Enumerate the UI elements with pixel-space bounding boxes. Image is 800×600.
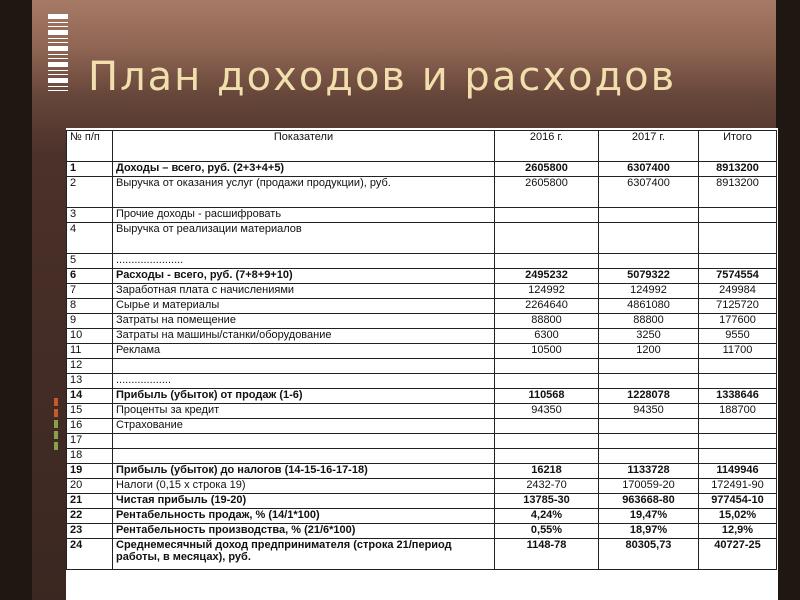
row-2017-cell: 1200 — [599, 344, 699, 359]
row-label-cell — [113, 359, 495, 374]
row-total-cell: 11700 — [699, 344, 777, 359]
table-row — [67, 177, 777, 208]
table-row — [67, 524, 777, 539]
row-2017-cell: 1133728 — [599, 464, 699, 479]
row-number-cell: 3 — [67, 208, 113, 223]
row-2017-cell: 3250 — [599, 329, 699, 344]
row-2016-cell: 6300 — [495, 329, 599, 344]
row-total-cell: 8913200 — [699, 177, 777, 208]
row-2017-cell: 6307400 — [599, 177, 699, 208]
row-total-cell: 9550 — [699, 329, 777, 344]
row-label-cell: Затраты на помещение — [113, 314, 495, 329]
row-number-cell: 2 — [67, 177, 113, 208]
row-total-cell — [699, 223, 777, 254]
row-total-cell: 172491-90 — [699, 479, 777, 494]
table-row — [67, 479, 777, 494]
row-label-cell: Сырье и материалы — [113, 299, 495, 314]
row-2017-cell: 19,47% — [599, 509, 699, 524]
table-row — [67, 404, 777, 419]
table-row — [67, 464, 777, 479]
row-2017-cell — [599, 254, 699, 269]
table-row — [67, 269, 777, 284]
slide-title: План доходов и расходов — [88, 54, 677, 100]
row-label-cell: Выручка от реализации материалов — [113, 223, 495, 254]
header-2016: 2016 г. — [495, 131, 599, 162]
row-label-cell: .................. — [113, 374, 495, 389]
table-row — [67, 494, 777, 509]
row-number-cell: 15 — [67, 404, 113, 419]
row-total-cell — [699, 254, 777, 269]
row-number-cell: 20 — [67, 479, 113, 494]
row-2017-cell: 6307400 — [599, 162, 699, 177]
row-number-cell: 24 — [67, 539, 113, 570]
table-row — [67, 419, 777, 434]
header-number: № п/п — [67, 131, 113, 162]
table-row — [67, 434, 777, 449]
table-row — [67, 299, 777, 314]
row-number-cell: 10 — [67, 329, 113, 344]
row-2017-cell — [599, 374, 699, 389]
table-row — [67, 329, 777, 344]
row-number-cell: 21 — [67, 494, 113, 509]
row-number-cell: 1 — [67, 162, 113, 177]
row-label-cell: Прибыль (убыток) до налогов (14-15-16-17-18) — [113, 464, 495, 479]
row-2017-cell — [599, 208, 699, 223]
row-total-cell — [699, 449, 777, 464]
row-number-cell: 9 — [67, 314, 113, 329]
row-total-cell: 188700 — [699, 404, 777, 419]
row-2017-cell: 1228078 — [599, 389, 699, 404]
row-2016-cell: 110568 — [495, 389, 599, 404]
row-number-cell: 7 — [67, 284, 113, 299]
row-label-cell: Чистая прибыль (19-20) — [113, 494, 495, 509]
row-2016-cell — [495, 359, 599, 374]
table-body — [67, 162, 777, 570]
row-2016-cell — [495, 374, 599, 389]
table-row — [67, 254, 777, 269]
row-number-cell: 4 — [67, 223, 113, 254]
row-total-cell: 1338646 — [699, 389, 777, 404]
row-label-cell: Проценты за кредит — [113, 404, 495, 419]
row-2016-cell: 1148-78 — [495, 539, 599, 570]
row-2017-cell — [599, 434, 699, 449]
row-2016-cell: 2432-70 — [495, 479, 599, 494]
row-2016-cell: 2605800 — [495, 162, 599, 177]
row-number-cell: 8 — [67, 299, 113, 314]
header-2017: 2017 г. — [599, 131, 699, 162]
row-2017-cell: 18,97% — [599, 524, 699, 539]
row-label-cell — [113, 434, 495, 449]
slide-side-decoration — [54, 398, 58, 450]
row-total-cell: 8913200 — [699, 162, 777, 177]
row-label-cell: ...................... — [113, 254, 495, 269]
table-row — [67, 539, 777, 570]
row-2017-cell: 4861080 — [599, 299, 699, 314]
row-total-cell: 40727-25 — [699, 539, 777, 570]
table-row — [67, 162, 777, 177]
table-row — [67, 208, 777, 223]
row-2017-cell: 80305,73 — [599, 539, 699, 570]
row-2017-cell: 170059-20 — [599, 479, 699, 494]
row-number-cell: 18 — [67, 449, 113, 464]
table-row — [67, 314, 777, 329]
row-total-cell: 7574554 — [699, 269, 777, 284]
row-2017-cell: 124992 — [599, 284, 699, 299]
row-2016-cell — [495, 434, 599, 449]
header-total: Итого — [699, 131, 777, 162]
table-row — [67, 344, 777, 359]
row-2017-cell: 963668-80 — [599, 494, 699, 509]
row-number-cell: 16 — [67, 419, 113, 434]
row-number-cell: 23 — [67, 524, 113, 539]
row-2016-cell: 2495232 — [495, 269, 599, 284]
table-row — [67, 389, 777, 404]
row-2016-cell: 4,24% — [495, 509, 599, 524]
row-2017-cell: 94350 — [599, 404, 699, 419]
row-2016-cell — [495, 254, 599, 269]
income-expense-table — [66, 130, 777, 570]
row-label-cell: Выручка от оказания услуг (продажи продукции), руб. — [113, 177, 495, 208]
header-indicator: Показатели — [113, 131, 495, 162]
row-total-cell: 1149946 — [699, 464, 777, 479]
row-total-cell — [699, 359, 777, 374]
row-label-cell: Затраты на машины/станки/оборудование — [113, 329, 495, 344]
row-number-cell: 14 — [67, 389, 113, 404]
row-2017-cell — [599, 223, 699, 254]
row-total-cell: 7125720 — [699, 299, 777, 314]
row-total-cell: 177600 — [699, 314, 777, 329]
row-total-cell — [699, 419, 777, 434]
row-2016-cell — [495, 449, 599, 464]
row-2016-cell: 94350 — [495, 404, 599, 419]
row-label-cell: Реклама — [113, 344, 495, 359]
slide-corner-decoration — [48, 14, 68, 100]
row-number-cell: 13 — [67, 374, 113, 389]
row-label-cell: Рентабельность продаж, % (14/1*100) — [113, 509, 495, 524]
row-2016-cell: 124992 — [495, 284, 599, 299]
table-row — [67, 374, 777, 389]
row-label-cell: Налоги (0,15 х строка 19) — [113, 479, 495, 494]
row-number-cell: 19 — [67, 464, 113, 479]
row-2017-cell — [599, 419, 699, 434]
row-2016-cell — [495, 208, 599, 223]
row-2016-cell: 2264640 — [495, 299, 599, 314]
row-label-cell: Заработная плата с начислениями — [113, 284, 495, 299]
row-label-cell: Рентабельность производства, % (21/6*100) — [113, 524, 495, 539]
row-2016-cell — [495, 419, 599, 434]
row-2016-cell: 16218 — [495, 464, 599, 479]
row-label-cell — [113, 449, 495, 464]
row-number-cell: 5 — [67, 254, 113, 269]
row-2016-cell: 13785-30 — [495, 494, 599, 509]
row-number-cell: 12 — [67, 359, 113, 374]
row-number-cell: 6 — [67, 269, 113, 284]
row-label-cell: Страхование — [113, 419, 495, 434]
row-total-cell: 977454-10 — [699, 494, 777, 509]
row-total-cell — [699, 208, 777, 223]
row-label-cell: Прибыль (убыток) от продаж (1-6) — [113, 389, 495, 404]
table-row — [67, 359, 777, 374]
row-2017-cell — [599, 359, 699, 374]
income-expense-table-container — [66, 128, 778, 600]
row-number-cell: 11 — [67, 344, 113, 359]
row-number-cell: 22 — [67, 509, 113, 524]
table-row — [67, 449, 777, 464]
row-total-cell: 15,02% — [699, 509, 777, 524]
row-2017-cell: 88800 — [599, 314, 699, 329]
row-2016-cell — [495, 223, 599, 254]
row-total-cell — [699, 434, 777, 449]
row-2016-cell: 2605800 — [495, 177, 599, 208]
row-label-cell: Расходы - всего, руб. (7+8+9+10) — [113, 269, 495, 284]
row-2016-cell: 88800 — [495, 314, 599, 329]
table-row — [67, 223, 777, 254]
row-total-cell: 12,9% — [699, 524, 777, 539]
row-label-cell: Прочие доходы - расшифровать — [113, 208, 495, 223]
row-total-cell: 249984 — [699, 284, 777, 299]
row-label-cell: Доходы – всего, руб. (2+3+4+5) — [113, 162, 495, 177]
row-number-cell: 17 — [67, 434, 113, 449]
row-2016-cell: 10500 — [495, 344, 599, 359]
row-label-cell: Среднемесячный доход предпринимателя (строка 21/период работы, в месяцах), руб. — [113, 539, 495, 570]
row-2017-cell — [599, 449, 699, 464]
table-row — [67, 284, 777, 299]
row-2016-cell: 0,55% — [495, 524, 599, 539]
row-2017-cell: 5079322 — [599, 269, 699, 284]
table-row — [67, 509, 777, 524]
table-header-row — [67, 131, 777, 162]
row-total-cell — [699, 374, 777, 389]
